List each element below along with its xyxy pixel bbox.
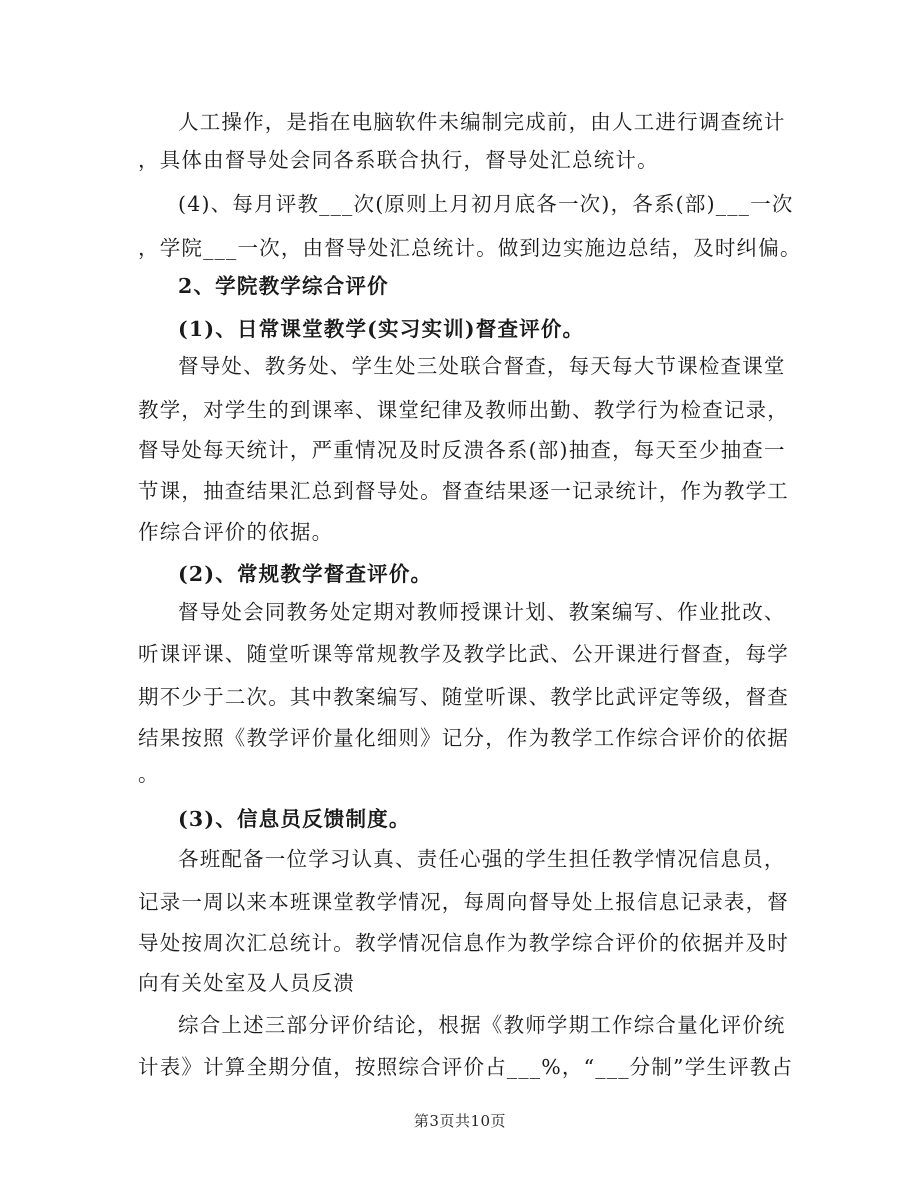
paragraph-line: ，学院___一次，由督导处汇总统计。做到边实施边总结，及时纠偏。 <box>138 236 802 260</box>
paragraph-line: ，具体由督导处会同各系联合执行，督导处汇总统计。 <box>138 148 659 172</box>
subsection-heading: (1)、日常课堂教学(实习实训)督查评价。 <box>178 317 585 341</box>
paragraph-line: 作综合评价的依据。 <box>138 520 334 544</box>
paragraph-line: 导处按周次汇总统计。教学情况信息作为教学综合评价的依据并及时 <box>138 931 789 955</box>
paragraph-line: 督导处每天统计，严重情况及时反溃各系(部)抽查，每天至少抽查一 <box>138 438 786 462</box>
paragraph-line: 节课，抽查结果汇总到督导处。督查结果逐一记录统计，作为教学工 <box>138 479 789 503</box>
paragraph-line: 人工操作，是指在电脑软件未编制完成前，由人工进行调查统计 <box>178 110 786 134</box>
paragraph-line: 计表》计算全期分值，按照综合评价占___%，“___分制”学生评教占 <box>138 1055 794 1079</box>
paragraph-line: 结果按照《教学评价量化细则》记分，作为教学工作综合评价的依据 <box>138 726 789 750</box>
subsection-heading: (3)、信息员反馈制度。 <box>178 807 411 831</box>
subsection-heading: (2)、常规教学督查评价。 <box>178 562 433 586</box>
paragraph-line: 教学，对学生的到课率、课堂纪律及教师出勤、教学行为检查记录， <box>138 398 789 422</box>
paragraph-line: 督导处会同教务处定期对教师授课计划、教案编写、作业批改、 <box>178 600 786 624</box>
paragraph-line: (4)、每月评教___次(原则上月初月底各一次)，各系(部)___一次 <box>178 192 794 216</box>
paragraph-line: 。 <box>138 762 160 786</box>
paragraph-line: 各班配备一位学习认真、责任心强的学生担任教学情况信息员， <box>178 847 786 871</box>
page-number: 第3页共10页 <box>413 1112 507 1130</box>
paragraph-line: 听课评课、随堂听课等常规教学及教学比武、公开课进行督查，每学 <box>138 642 789 666</box>
paragraph-line: 综合上述三部分评价结论，根据《教师学期工作综合量化评价统 <box>178 1013 786 1037</box>
paragraph-line: 期不少于二次。其中教案编写、随堂听课、教学比武评定等级，督查 <box>138 685 789 709</box>
paragraph-line: 记录一周以来本班课堂教学情况，每周向督导处上报信息记录表，督 <box>138 890 789 914</box>
paragraph-line: 督导处、教务处、学生处三处联合督查，每天每大节课检查课堂 <box>178 354 786 378</box>
paragraph-line: 向有关处室及人员反溃 <box>138 971 355 995</box>
section-heading: 2、学院教学综合评价 <box>178 274 389 298</box>
